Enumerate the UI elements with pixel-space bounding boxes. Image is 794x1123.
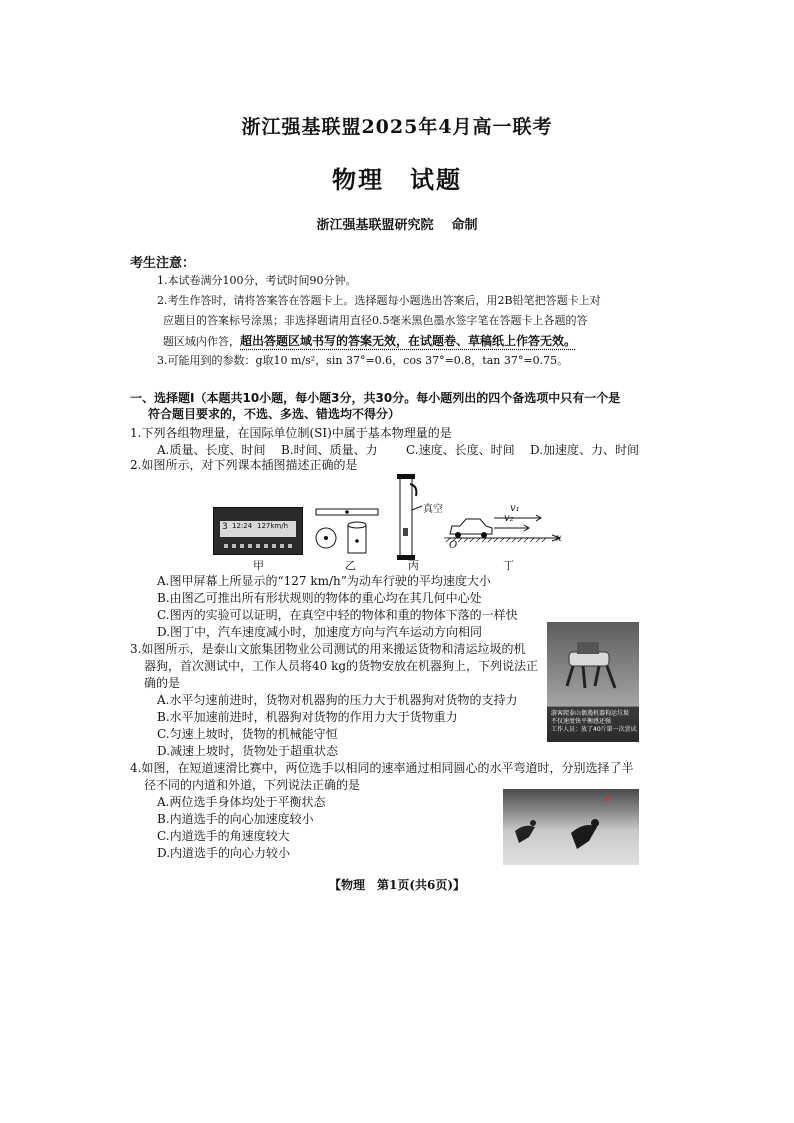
screen-lights [224,544,292,548]
q3-option-b: B.水平加速前进时，机器狗对货物的作用力大于货物重力 [157,710,458,724]
car-wheel-front [481,532,487,538]
axis-label: x [556,533,562,544]
cylinder-center-dot [355,539,359,543]
rod-center-dot [345,510,349,514]
cylinder [348,525,366,553]
notice-item-1: 1.本试卷满分100分，考试时间90分钟。 [157,274,357,287]
robot-dog-cargo [577,642,599,654]
screen-car-number: 3 [222,522,228,532]
skater-outer-head [591,819,599,827]
q2-option-b: B.由图乙可推出所有形状规则的物体的重心均在其几何中心处 [157,591,482,605]
figure-label-jia: 甲 [253,559,264,572]
exam-title: 浙江强基联盟2025年4月高一联考 [241,116,553,138]
figure-ding [444,500,564,550]
q4-option-b: B.内道选手的向心加速度较小 [157,812,314,826]
figure-bing [392,470,442,562]
q3-stem-line2: 器狗，首次测试中，工作人员将40 kg的货物安放在机器狗上，下列说法正 [144,659,539,673]
compiler-role: 命制 [451,218,478,233]
vacuum-pointer [412,506,422,510]
robot-dog-leg [595,666,599,686]
photo-caption [551,710,637,734]
photo-caption-line1: 游客爬泰山偶遇机器狗运垃圾 [551,710,630,717]
screen-speed: 127km/h [257,522,289,530]
notice-item-2-end [163,332,576,349]
vacuum-label: 真空 [423,504,443,515]
vacuum-tube [400,478,412,556]
q3-option-a: A.水平匀速前进时，货物对机器狗的压力大于机器狗对货物的支持力 [157,693,518,707]
q4-option-c: C.内道选手的角速度较大 [157,829,290,843]
q1-option-d: D.加速度、力、时间 [530,443,640,457]
coin [403,528,408,536]
q3-stem-line1: 3.如图所示，是泰山文旅集团物业公司测试的用来搬运货物和清运垃圾的机 [130,642,526,656]
notice-item-3: 3.可能用到的参数：g取10 m/s²，sin 37°=0.6，cos 37°=0.8，tan 37°=0.75。 [157,354,569,367]
q4-option-d: D.内道选手的向心力较小 [157,846,291,860]
skater-inner [515,826,535,843]
figure-label-ding: 丁 [503,559,514,572]
disk-center-dot [324,536,328,540]
car-wheel-rear [455,532,461,538]
compiler-org: 浙江强基联盟研究院 [316,218,434,233]
robot-dog-leg [583,666,585,688]
section-header-line2: 符合题目要求的，不选、多选、错选均不得分） [148,407,401,421]
skater-outer [571,825,597,849]
speed-skating-photo [503,789,639,865]
skater-inner-head [530,820,536,826]
photo-caption-line2: 不仅速度快平衡感还强 [551,718,612,725]
q4-stem-line1: 4.如图，在短道速滑比赛中，两位选手以相同的速率通过相同圆心的水平弯道时，分别选择了半 [130,761,634,775]
q2-stem: 2.如图所示，对下列课本插图描述正确的是 [130,458,358,472]
q4-option-a: A.两位选手身体均处于平衡状态 [157,795,326,809]
q1-stem: 1.下列各组物理量，在国际单位制(SI)中属于基本物理量的是 [130,426,452,440]
ground-hatch [444,538,546,542]
q4-stem-line2: 径不同的内道和外道，下列说法正确的是 [144,778,361,792]
q2-option-c: C.图丙的实验可以证明，在真空中轻的物体和重的物体下落的一样快 [157,608,518,622]
robot-dog-photo [547,622,639,742]
notice-item-2-end-text: 题区域内作答， [163,335,240,348]
tube-top-cap [397,474,415,479]
figure-jia-screen [213,507,303,555]
origin-label: O [449,540,458,551]
robot-dog-body [569,652,609,666]
q1-option-c: C.速度、长度、时间 [406,443,515,457]
figure-yi [310,495,390,557]
figure-label-yi: 乙 [345,559,356,572]
notice-item-2: 2.考生作答时，请将答案答在答题卡上。选择题每小题选出答案后，用2B铅笔把答题卡上对 [157,294,601,307]
q2-option-d: D.图丁中，汽车速度减小时，加速度方向与汽车运动方向相同 [157,625,483,639]
notice-title: 考生注意： [130,256,196,271]
section-header-line1: 一、选择题Ⅰ（本题共10小题，每小题3分，共30分。每小题列出的四个备选项中只有一个是 [130,391,621,405]
q1-option-a: A.质量、长度、时间 [157,443,266,457]
q3-stem-line3: 确的是 [144,676,181,690]
compiler-line [0,214,794,233]
q2-option-a: A.图甲屏幕上所显示的“127 km/h”为动车行驶的平均速度大小 [157,574,491,588]
notice-item-2-cont: 应题目的答案标号涂黑；非选择题请用直径0.5毫米黑色墨水签字笔在答题卡上各题的答 [163,314,588,327]
marker [605,797,609,801]
q3-option-c: C.匀速上坡时，货物的机械能守恒 [157,727,338,741]
v1-label: v₁ [510,503,520,514]
robot-dog-leg [567,666,573,686]
robot-dog-figure [547,622,639,706]
figure-label-bing: 丙 [408,559,419,572]
v2-label: v₂ [504,513,514,524]
photo-caption-line3: 工作人员：放了40斤第一次尝试 [551,726,637,733]
q3-option-d: D.减速上坡时，货物处于超重状态 [157,744,339,758]
notice-warning: 超出答题区域书写的答案无效，在试题卷、草稿纸上作答无效。 [240,334,577,348]
robot-dog-leg [607,666,615,688]
car-body [450,519,492,534]
cylinder-top [348,522,366,528]
subject-title: 物理 试题 [332,165,462,194]
skaters-figure [503,789,639,865]
q1-option-b: B.时间、质量、力 [281,443,378,457]
page-footer: 【物理 第1页(共6页)】 [328,878,466,892]
screen-time: 12:24 [232,522,253,530]
